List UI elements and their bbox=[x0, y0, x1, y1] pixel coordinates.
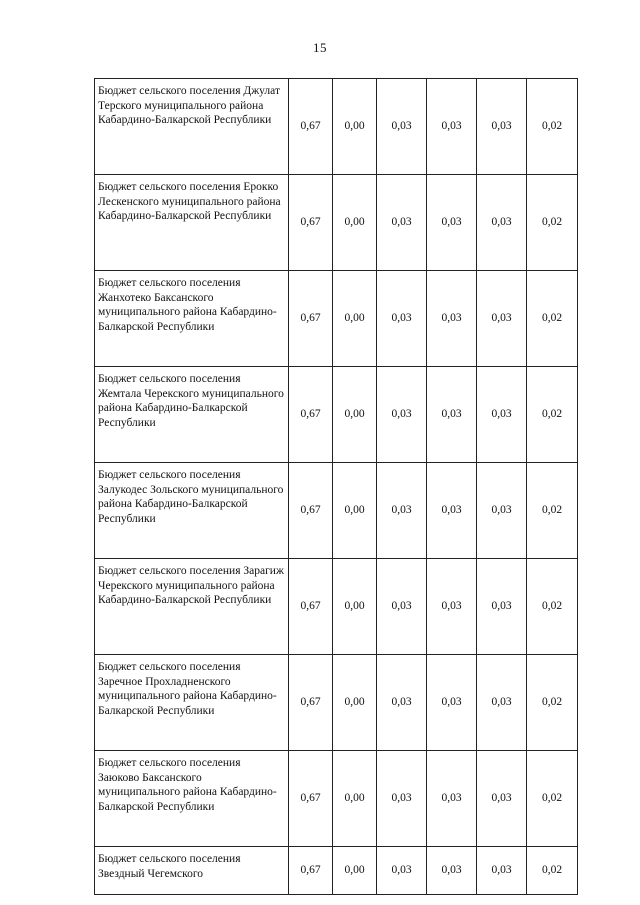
value-cell: 0,67 bbox=[289, 79, 333, 175]
table-row bbox=[95, 463, 578, 559]
value-cell: 0,67 bbox=[289, 847, 333, 895]
value-cell: 0,02 bbox=[527, 271, 578, 367]
value-cell: 0,03 bbox=[427, 559, 477, 655]
budget-name-cell: Бюджет сельского поселения Жемтала Черекского муниципального района Кабардино-Балкарской Республики bbox=[95, 367, 289, 463]
value-cell: 0,03 bbox=[427, 655, 477, 751]
budget-name-cell: Бюджет сельского поселения Заюково Баксанского муниципального района Кабардино-Балкарской Республики bbox=[95, 751, 289, 847]
value-cell: 0,00 bbox=[333, 367, 377, 463]
value-cell: 0,03 bbox=[427, 751, 477, 847]
value-cell: 0,67 bbox=[289, 655, 333, 751]
value-cell: 0,67 bbox=[289, 559, 333, 655]
budget-name-cell: Бюджет сельского поселения Зарагиж Черекского муниципального района Кабардино-Балкарской Республики bbox=[95, 559, 289, 655]
budget-name-cell: Бюджет сельского поселения Ерокко Лескенского муниципального района Кабардино-Балкарской Республики bbox=[95, 175, 289, 271]
value-cell: 0,00 bbox=[333, 751, 377, 847]
value-cell: 0,02 bbox=[527, 751, 578, 847]
value-cell: 0,03 bbox=[477, 655, 527, 751]
value-cell: 0,03 bbox=[377, 463, 427, 559]
value-cell: 0,03 bbox=[377, 655, 427, 751]
value-cell: 0,03 bbox=[377, 559, 427, 655]
value-cell: 0,03 bbox=[477, 751, 527, 847]
value-cell: 0,03 bbox=[377, 79, 427, 175]
value-cell: 0,00 bbox=[333, 79, 377, 175]
value-cell: 0,03 bbox=[427, 847, 477, 895]
table-row bbox=[95, 271, 578, 367]
value-cell: 0,03 bbox=[427, 175, 477, 271]
value-cell: 0,00 bbox=[333, 559, 377, 655]
budget-name-cell: Бюджет сельского поселения Залукодес Зольского муниципального района Кабардино-Балкарской Республики bbox=[95, 463, 289, 559]
value-cell: 0,67 bbox=[289, 751, 333, 847]
table-row bbox=[95, 847, 578, 895]
value-cell: 0,03 bbox=[427, 271, 477, 367]
page-number: 15 bbox=[313, 40, 327, 55]
value-cell: 0,02 bbox=[527, 367, 578, 463]
table-row bbox=[95, 751, 578, 847]
value-cell: 0,03 bbox=[377, 271, 427, 367]
table-row bbox=[95, 367, 578, 463]
table-body bbox=[95, 79, 578, 895]
value-cell: 0,02 bbox=[527, 655, 578, 751]
value-cell: 0,00 bbox=[333, 847, 377, 895]
value-cell: 0,03 bbox=[477, 271, 527, 367]
value-cell: 0,03 bbox=[377, 751, 427, 847]
budget-allocation-table bbox=[94, 78, 578, 895]
value-cell: 0,03 bbox=[477, 367, 527, 463]
table-row bbox=[95, 175, 578, 271]
value-cell: 0,03 bbox=[377, 175, 427, 271]
budget-name-cell: Бюджет сельского поселения Джулат Терского муниципального района Кабардино-Балкарской Республики bbox=[95, 79, 289, 175]
budget-name-cell: Бюджет сельского поселения Звездный Чегемского bbox=[95, 847, 289, 895]
value-cell: 0,02 bbox=[527, 175, 578, 271]
table-row bbox=[95, 655, 578, 751]
value-cell: 0,03 bbox=[427, 79, 477, 175]
value-cell: 0,03 bbox=[377, 367, 427, 463]
value-cell: 0,03 bbox=[477, 847, 527, 895]
value-cell: 0,67 bbox=[289, 463, 333, 559]
value-cell: 0,00 bbox=[333, 271, 377, 367]
budget-name-cell: Бюджет сельского поселения Заречное Прохладненского муниципального района Кабардино-Балкарской Республики bbox=[95, 655, 289, 751]
value-cell: 0,67 bbox=[289, 271, 333, 367]
value-cell: 0,03 bbox=[477, 79, 527, 175]
value-cell: 0,03 bbox=[377, 847, 427, 895]
value-cell: 0,02 bbox=[527, 463, 578, 559]
table-row bbox=[95, 79, 578, 175]
value-cell: 0,03 bbox=[427, 367, 477, 463]
value-cell: 0,03 bbox=[427, 463, 477, 559]
value-cell: 0,03 bbox=[477, 175, 527, 271]
value-cell: 0,00 bbox=[333, 175, 377, 271]
table-row bbox=[95, 559, 578, 655]
value-cell: 0,00 bbox=[333, 463, 377, 559]
value-cell: 0,03 bbox=[477, 559, 527, 655]
value-cell: 0,02 bbox=[527, 847, 578, 895]
value-cell: 0,03 bbox=[477, 463, 527, 559]
value-cell: 0,00 bbox=[333, 655, 377, 751]
budget-name-cell: Бюджет сельского поселения Жанхотеко Баксанского муниципального района Кабардино-Балкарской Республики bbox=[95, 271, 289, 367]
value-cell: 0,02 bbox=[527, 79, 578, 175]
value-cell: 0,02 bbox=[527, 559, 578, 655]
value-cell: 0,67 bbox=[289, 175, 333, 271]
value-cell: 0,67 bbox=[289, 367, 333, 463]
